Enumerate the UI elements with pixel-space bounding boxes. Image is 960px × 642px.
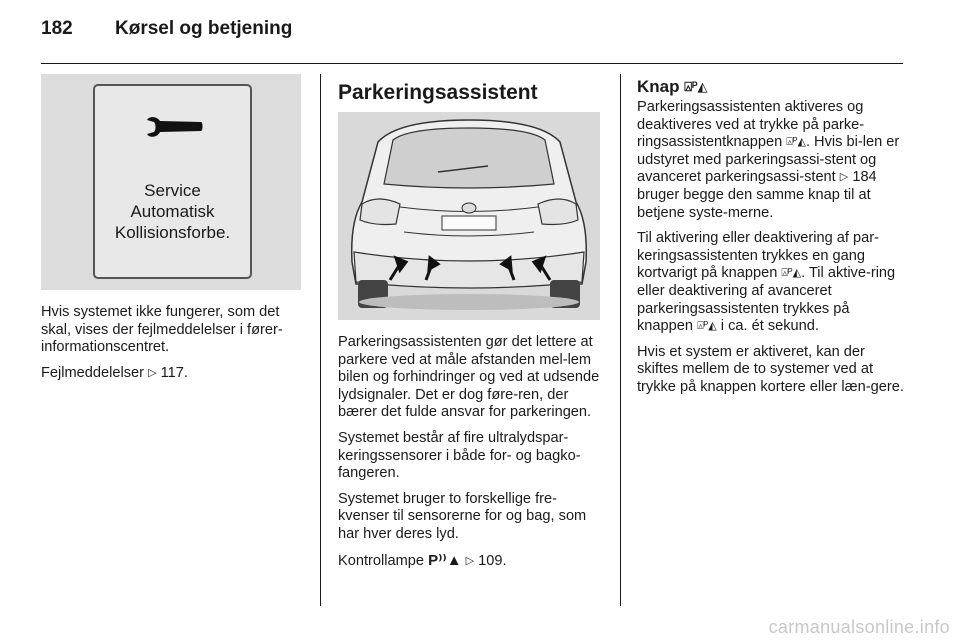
- right-paragraph-2-b: . Til aktive-ring eller deaktivering af avanceret parkeringsassistenten trykkes på knappen: [637, 265, 896, 335]
- reference-arrow-icon: ▷: [148, 366, 157, 379]
- page-title: Kørsel og betjening: [115, 18, 293, 39]
- reference-arrow-icon: ▷: [839, 171, 849, 184]
- page-number: 182: [41, 18, 73, 39]
- middle-paragraph-4: [338, 552, 604, 571]
- error-messages-text: Fejlmeddelelser: [41, 364, 145, 381]
- right-paragraph-2-a: Til aktivering eller deaktivering af par-keringsassistenten trykkes en gang kortvarigt på knappen: [637, 230, 879, 282]
- column-divider-2: [620, 74, 621, 606]
- control-lamp-text: Kontrollampe: [338, 552, 424, 569]
- parking-button-icon: ⍓ᴾ◭: [781, 267, 802, 280]
- column-divider-1: [320, 74, 321, 606]
- page-reference: 117.: [160, 364, 188, 381]
- control-lamp-icon: P⁾⁾▲: [428, 551, 462, 569]
- parking-button-icon: ⍓ᴾ◭: [684, 79, 708, 94]
- page-reference: 109.: [478, 552, 507, 569]
- right-paragraph-1: [637, 99, 905, 222]
- right-paragraph-1-a: Parkeringsassistenten aktiveres og deaktiveres ved at trykke på parke-ringsassistentknappen: [637, 99, 865, 151]
- section-heading: Parkeringsassistent: [338, 81, 538, 104]
- service-line-1: Service: [144, 181, 201, 200]
- right-paragraph-2: [637, 230, 905, 336]
- reference-arrow-icon: ▷: [465, 554, 475, 567]
- service-display-box: [93, 84, 252, 279]
- right-paragraph-2-c: i ca. ét sekund.: [720, 318, 819, 335]
- button-heading-text: Knap: [637, 77, 680, 96]
- right-paragraph-1-c: 184 bruger begge den samme knap til at betjene syste-merne.: [637, 169, 877, 221]
- left-paragraph-2: [41, 365, 305, 383]
- service-display-text: [95, 180, 250, 243]
- parking-button-icon: ⍓ᴾ◭: [786, 136, 806, 149]
- car-rear-image: [338, 112, 600, 320]
- car-rear-illustration: [338, 112, 600, 320]
- middle-heading-wrap: [338, 80, 602, 106]
- middle-paragraph-1: Parkeringsassistenten gør det lettere at parkere ved at måle afstanden mel-lem bilen og forhindringer og ved at udsende lydsignaler. Det er dog føre-ren, der bærer det fulde ansvar for parkeringen.: [338, 334, 600, 421]
- service-line-3: Kollisionsforbe.: [114, 223, 231, 242]
- middle-column: [338, 334, 604, 578]
- right-paragraph-3: Hvis et system er aktiveret, kan der skiftes mellem de to systemer ved at trykke på knappen kortere eller læn-gere.: [637, 343, 904, 395]
- left-column: [41, 304, 305, 390]
- wrench-icon: [145, 116, 203, 138]
- button-heading: [637, 76, 905, 98]
- header-rule: [41, 63, 903, 64]
- watermark: carmanualsonline.info: [768, 617, 950, 637]
- right-paragraph-1-b: . Hvis bi-len er udstyret med parkeringsassi-stent og avanceret parkeringsassi-stent: [637, 134, 900, 186]
- service-line-2: Automatisk: [130, 202, 215, 221]
- service-display-image: [41, 74, 301, 290]
- middle-paragraph-2: Systemet består af fire ultralydspar-keringssensorer i både for- og bagko-fangeren.: [338, 429, 581, 482]
- right-column: [637, 76, 905, 405]
- parking-button-icon: ⍓ᴾ◭: [697, 320, 717, 333]
- left-paragraph-1: Hvis systemet ikke fungerer, som det skal, vises der fejlmeddelelser i fører-informationscentret.: [41, 304, 283, 356]
- middle-paragraph-3: Systemet bruger to forskellige fre-kvenser til sensorerne for og bag, som har hver deres lyd.: [338, 490, 587, 542]
